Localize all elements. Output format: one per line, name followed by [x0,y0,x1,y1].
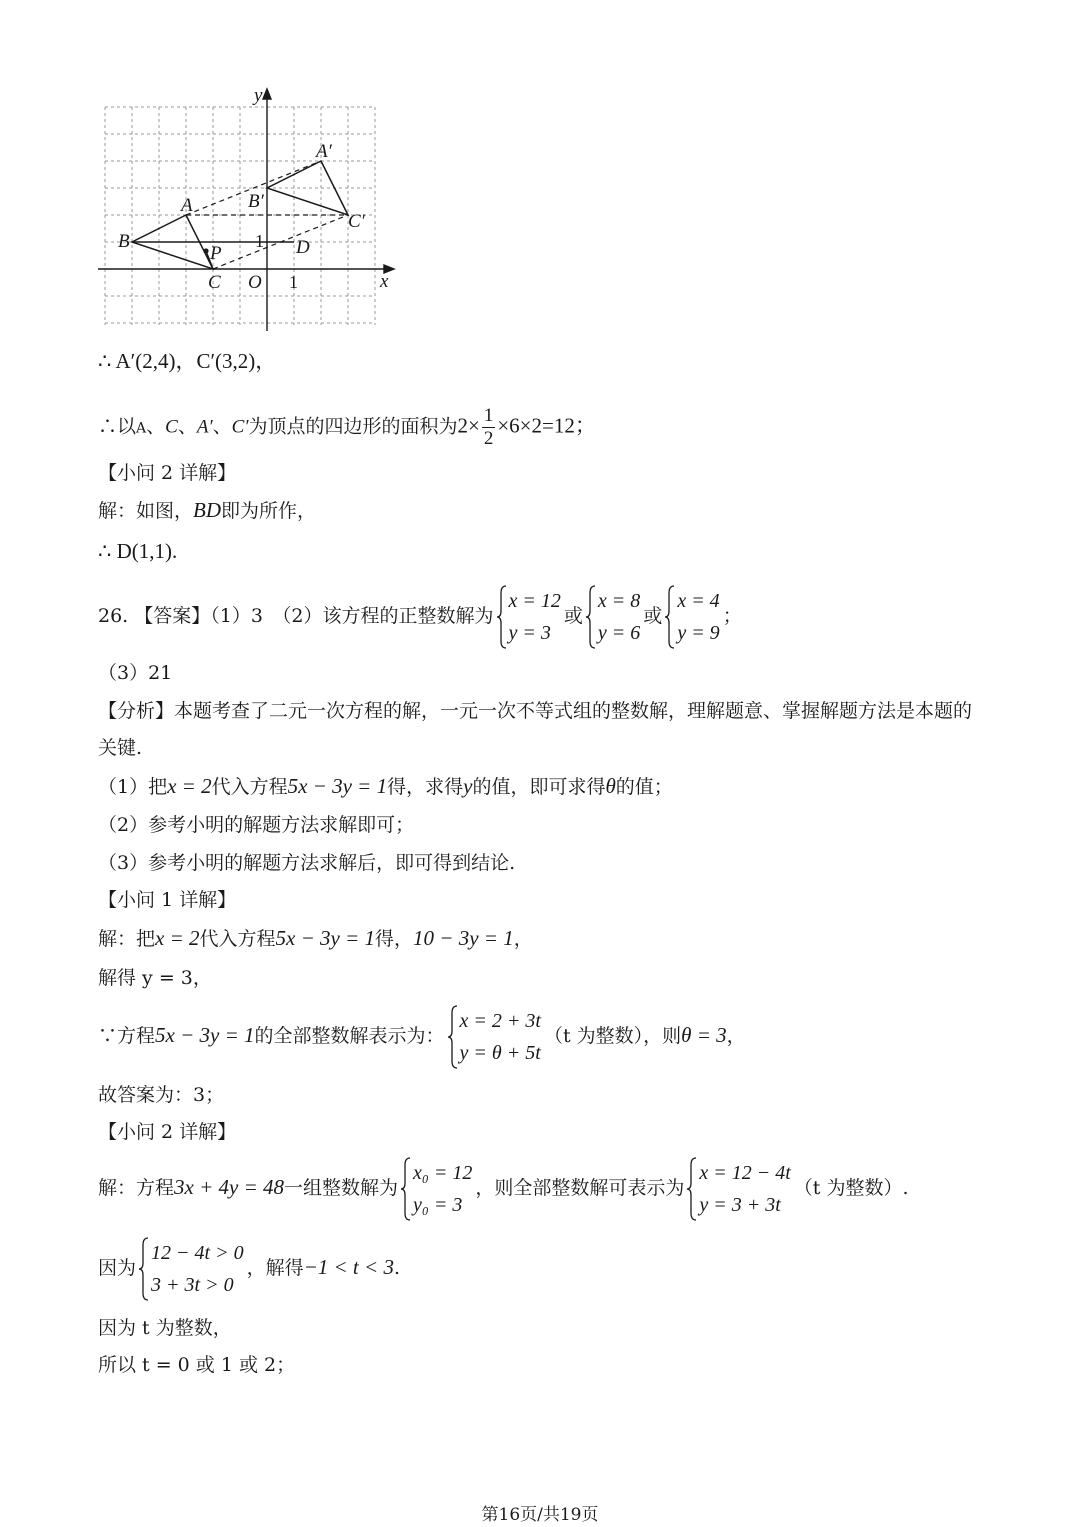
axis-x-label: x [380,271,389,292]
label-a1: A′ [316,141,332,162]
step-equation-solutions: 解：方程3x + 4y = 48一组整数解为 x₀ = 12 y₀ = 3 ，则全部整数解可表示为 x = 12 − 4t y = 3 + 3t （t 为整数）. [98,1157,909,1221]
step-inequalities: 因为 12 − 4t > 0 3 + 3t > 0 ，解得−1 < t < 3. [98,1237,400,1301]
step-t-values: 所以 t = 0 或 1 或 2； [98,1354,296,1376]
area-statement: ∴以A、C、A′、C′为顶点的四边形的面积为2× $\frac{1}{2}$ ×6×2=12； [98,405,596,449]
system-general-1: x = 2 + 3t y = θ + 5t [448,1005,541,1069]
analysis-4: （2）参考小明的解题方法求解即可； [98,814,415,836]
point-p-dot [203,248,208,253]
q26-answer: 26. 【答案】（1）3 （2）该方程的正整数解为 x = 12 y = 3 或 x = 8 y = 6 或 x = 4 y = 9 ； [98,585,742,649]
answer-3: 故答案为：3； [98,1084,225,1106]
axes [98,89,394,331]
axis-y-label: y [254,85,263,106]
q26-answer-3: （3）21 [98,662,173,684]
system-general-2: x = 12 − 4t y = 3 + 3t [687,1157,790,1221]
analysis-5: （3）参考小明的解题方法求解后，即可得到结论. [98,852,516,874]
grid [105,107,375,325]
step-substitute: 解：把x = 2代入方程5x − 3y = 1得，10 − 3y = 1， [98,926,533,950]
system-particular: x₀ = 12 y₀ = 3 [401,1157,472,1221]
label-a: A [181,195,193,216]
label-b1: B′ [248,191,264,212]
label-o: O [248,272,262,293]
label-b: B [118,231,130,252]
analysis-3: （1）把x = 2代入方程5x − 3y = 1得，求得y的值，即可求得θ的值； [98,774,673,798]
label-d: D [296,237,310,258]
heading-q2-detail-a: 【小问 2 详解】 [98,462,237,484]
solution-bd: 解：如图，BD即为所作， [98,498,317,522]
step-solve-y: 解得 y = 3， [98,967,212,989]
label-p: P [210,243,222,264]
analysis-2: 关键. [98,737,143,759]
label-c1: C′ [348,211,365,232]
result-points: ∴ A′(2,4)，C′(3,2)， [98,349,277,373]
tick-x-1: 1 [289,272,298,292]
system-2: x = 8 y = 6 [586,585,640,649]
fraction-half: $\frac{1}{2}$ [483,405,494,449]
step-t-integer: 因为 t 为整数， [98,1317,232,1339]
heading-q1-detail: 【小问 1 详解】 [98,889,237,911]
system-inequalities: 12 − 4t > 0 3 + 3t > 0 [139,1237,244,1301]
label-c: C [208,272,221,293]
system-3: x = 4 y = 9 [665,585,719,649]
coordinate-figure [90,85,410,345]
result-d: ∴ D(1,1). [98,539,178,563]
analysis-1: 【分析】本题考查了二元一次方程的解，一元一次不等式组的整数解，理解题意、掌握解题方法是本题的 [98,700,973,722]
tick-y-1: 1 [255,231,264,251]
heading-q2-detail-b: 【小问 2 详解】 [98,1121,237,1143]
step-general-solution: ∵方程5x − 3y = 1的全部整数解表示为： x = 2 + 3t y = θ + 5t （t 为整数），则θ = 3， [98,1005,746,1069]
page-footer: 第16页/共19页 [481,1505,599,1525]
system-1: x = 12 y = 3 [497,585,561,649]
